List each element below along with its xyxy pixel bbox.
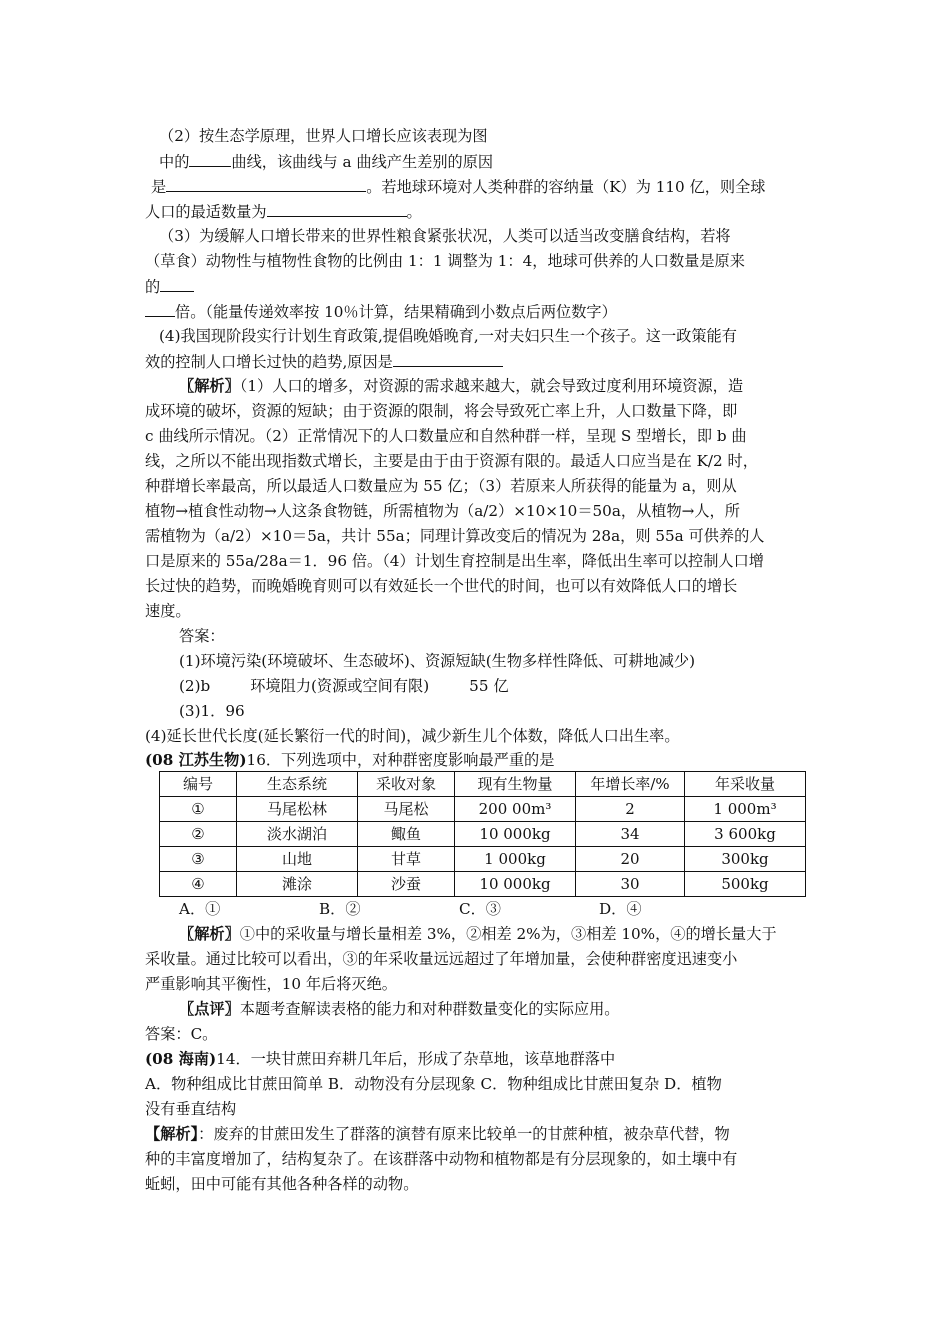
analysis1-line [145,399,810,424]
q16-answer [145,1022,810,1047]
q3-line-1 [145,224,810,249]
analysis-text: ①中的采收量与增长量相差 3%，②相差 2%为，③相差 10%，④的增长量大于 [239,925,777,943]
analysis1-line [145,574,810,599]
q14-analysis-line [145,1147,810,1172]
q2-text-3a: 是 [151,178,167,196]
q2-text-3b: 。若地球环境对人类种群的容纳量（K）为 110 亿，则全球 [366,178,766,196]
answer-label: 答案： [179,627,225,645]
q3-text-4: 倍。（能量传递效率按 10％计算，结果精确到小数点后两位数字） [175,303,617,321]
q14-options-2 [145,1097,810,1122]
table-cell: 马尾松 [358,797,455,822]
analysis-text: c 曲线所示情况。（2）正常情况下的人口数量应和自然种群一样，呈现 S 型增长，即 b 曲 [145,427,747,445]
table-cell: 10 000kg [455,822,576,847]
analysis1-line [145,424,810,449]
table-cell: 20 [576,847,685,872]
analysis-text: 线，之所以不能出现指数式增长，主要是由于由于资源有限的。最适人口应当是在 K/2 时， [145,452,758,470]
table-header: 年采收量 [685,772,806,797]
analysis-text: 成环境的破坏，资源的短缺；由于资源的限制，将会导致死亡率上升，人口数量下降，即 [145,402,738,420]
table-header: 现有生物量 [455,772,576,797]
table-cell: 2 [576,797,685,822]
q2-line-4 [145,199,810,224]
table-cell: ④ [160,872,237,897]
q14-stem [145,1047,810,1072]
q2-text-4a: 人口的最适数量为 [145,203,267,221]
document-page [145,124,810,1197]
analysis1-line [145,599,810,624]
table-cell: 10 000kg [455,872,576,897]
q2-line-2 [145,149,810,174]
table-row [160,822,806,847]
answer-text: (1)环境污染(环境破坏、生态破坏)、资源短缺(生物多样性降低、可耕地减少) [179,652,696,670]
answer-text: 55 亿 [469,677,509,695]
analysis1-line [145,524,810,549]
options-text: 没有垂直结构 [145,1100,237,1118]
analysis-text: 种群增长率最高，所以最适人口数量应为 55 亿；（3）若原来人所获得的能量为 a，则从 [145,477,737,495]
analysis-text: ：废弃的甘蔗田发生了群落的演替有原来比较单一的甘蔗种植，被杂草代替，物 [198,1125,730,1143]
analysis-text: 速度。 [145,602,191,620]
answer-blank [145,299,175,317]
answer-blank [189,149,231,167]
analysis-text: 种的丰富度增加了，结构复杂了。在该群落中动物和植物都是有分层现象的，如土壤中有 [145,1150,738,1168]
analysis-text: 采收量。通过比较可以看出，③的年采收量远远超过了年增加量，会使种群密度迅速变小 [145,950,738,968]
analysis-text: 植物→植食性动物→人这条食物链，所需植物为（a/2）×10×10＝50a，从植物→人，所 [145,502,740,520]
option-b: B．② [319,900,361,918]
answer-text: 环境阻力(资源或空间有限) [250,677,430,695]
table-header: 生态系统 [237,772,358,797]
question-source: (08 江苏生物) [145,751,247,769]
table-row [160,847,806,872]
q16-options [145,897,739,922]
q16-analysis-line [145,922,810,947]
table-cell: 1 000m³ [685,797,806,822]
table-cell: 淡水湖泊 [237,822,358,847]
analysis-text: 口是原来的 55a/28a＝1．96 倍。（4）计划生育控制是出生率，降低出生率可以控制人口增 [145,552,764,570]
table-header: 编号 [160,772,237,797]
question-stem: 14．一块甘蔗田弃耕几年后，形成了杂草地，该草地群落中 [216,1050,616,1068]
answer-text: (2)b [179,677,211,695]
table-cell: ① [160,797,237,822]
q3-text-2: （草食）动物性与植物性食物的比例由 1：1 调整为 1：4，地球可供养的人口数量是原来 [145,252,745,270]
table-cell: 1 000kg [455,847,576,872]
table-cell: 马尾松林 [237,797,358,822]
comment-text: 本题考查解读表格的能力和对种群数量变化的实际应用。 [239,1000,620,1018]
q2-text-2a: 中的 [159,153,190,171]
table-cell: 滩涂 [237,872,358,897]
table-cell: 34 [576,822,685,847]
q16-analysis-line [145,947,810,972]
analysis-label: 〖解析〗 [179,925,240,943]
analysis1-line [145,374,810,399]
answer1-a1 [145,649,810,674]
q3-line-4 [145,299,810,324]
analysis-label: 【解析】 [145,1125,199,1143]
q2-text-4b: 。 [406,203,422,221]
q3-line-2 [145,249,810,274]
analysis1-line [145,549,810,574]
answer-text: 答案：C。 [145,1025,218,1043]
answer1-a4 [145,724,810,749]
q14-options-1 [145,1072,810,1097]
table-cell: ② [160,822,237,847]
answer-text: (3)1．96 [179,702,245,720]
q16-analysis-line [145,972,810,997]
q4-line-2 [145,349,810,374]
table-cell: 300kg [685,847,806,872]
question-stem: 16．下列选项中，对种群密度影响最严重的是 [246,751,555,769]
analysis1-line [145,449,810,474]
q16-comment [145,997,810,1022]
q4-text-2: 效的控制人口增长过快的趋势,原因是 [145,353,393,371]
q4-line-1 [145,324,810,349]
answer-blank [267,199,407,217]
table-cell: ③ [160,847,237,872]
option-a: A．① [179,900,221,918]
table-cell: 鲰鱼 [358,822,455,847]
table-cell: 沙蚕 [358,872,455,897]
q3-text-3: 的 [145,278,161,296]
table-row [160,797,806,822]
analysis-text: （1）人口的增多，对资源的需求越来越大，就会导致过度利用环境资源，造 [239,377,744,395]
table-cell: 甘草 [358,847,455,872]
q16-stem [145,749,810,771]
comment-label: 〖点评〗 [179,1000,240,1018]
table-row [160,872,806,897]
answer1-label [145,624,810,649]
answer1-a2 [145,674,810,699]
table-cell: 3 600kg [685,822,806,847]
analysis1-line [145,474,810,499]
analysis-text: 蚯蚓，田中可能有其他各种各样的动物。 [145,1175,419,1193]
q2-line-3 [145,174,810,199]
q3-line-3 [145,274,810,299]
table-header-row [160,772,806,797]
table-cell: 30 [576,872,685,897]
analysis1-line [145,499,810,524]
answer-text: (4)延长世代长度(延长繁衍一代的时间)，减少新生儿个体数，降低人口出生率。 [145,727,680,745]
option-d: D．④ [599,900,642,918]
option-c: C．③ [459,900,501,918]
table-cell: 山地 [237,847,358,872]
analysis-text: 长过快的趋势，而晚婚晚育则可以有效延长一个世代的时间，也可以有效降低人口的增长 [145,577,738,595]
table-cell: 200 00m³ [455,797,576,822]
answer1-a3 [145,699,810,724]
q14-analysis-line [145,1122,810,1147]
q14-analysis-line [145,1172,810,1197]
analysis-label: 〖解析〗 [179,377,240,395]
q2-text-1: （2）按生态学原理，世界人口增长应该表现为图 [159,127,488,145]
table-header: 采收对象 [358,772,455,797]
options-text: A．物种组成比甘蔗田简单 B．动物没有分层现象 C．物种组成比甘蔗田复杂 D．植物 [145,1075,722,1093]
answer-blank [160,274,194,292]
answer-blank [393,349,503,367]
table-header: 年增长率/% [576,772,685,797]
analysis-text: 需植物为（a/2）×10＝5a，共计 55a；同理计算改变后的情况为 28a，则 55a 可供养的人 [145,527,765,545]
question-source: (08 海南) [145,1050,217,1068]
q3-text-1: （3）为缓解人口增长带来的世界性粮食紧张状况，人类可以适当改变膳食结构，若将 [159,227,731,245]
answer-blank [166,174,366,192]
table-cell: 500kg [685,872,806,897]
harvest-table [159,771,806,897]
analysis-text: 严重影响其平衡性，10 年后将灭绝。 [145,975,397,993]
q2-line-1 [145,124,810,149]
q2-text-2b: 曲线，该曲线与 a 曲线产生差别的原因 [231,153,494,171]
q4-text-1: (4)我国现阶段实行计划生育政策,提倡晚婚晚育,一对夫妇只生一个孩子。这一政策能有 [159,327,737,345]
